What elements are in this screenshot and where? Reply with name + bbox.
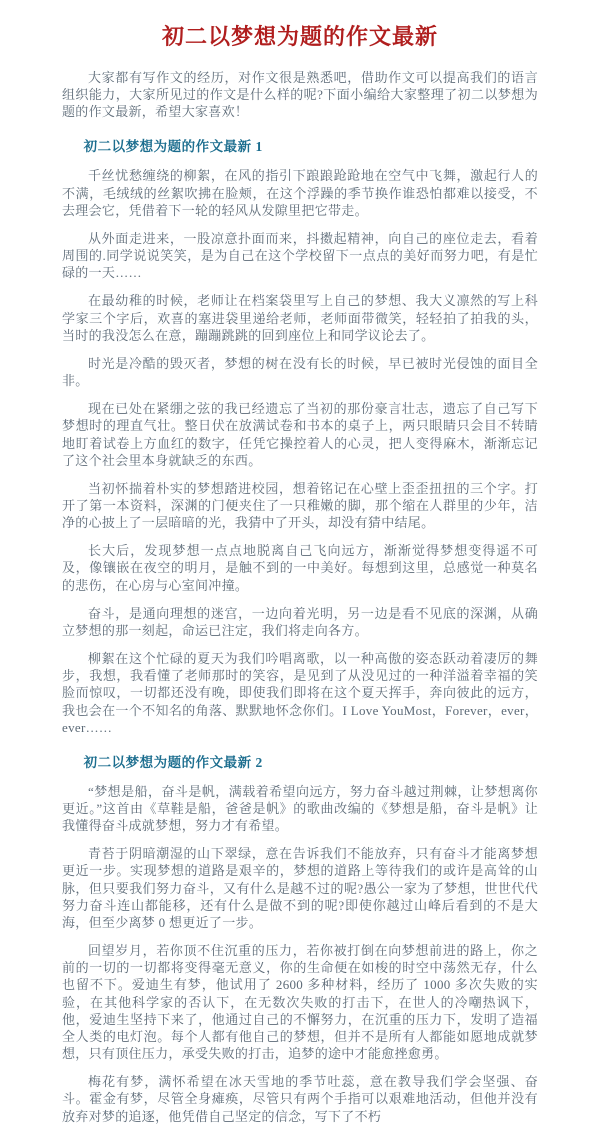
essay-paragraph: 在最幼稚的时候，老师让在档案袋里写上自己的梦想、我大义凛然的写上科学家三个字后，欢喜的塞进袋里递给老师，老师面带微笑，轻轻拍了拍我的头，当时的我没怎么在意，蹦蹦跳跳的回到座位上和同学议论去了。 <box>62 293 538 343</box>
page-title: 初二以梦想为题的作文最新 <box>161 24 438 49</box>
essay-paragraph: 从外面走进来，一股凉意扑面而来，抖擞起精神，向自己的座位走去，看着周围的.同学说说笑笑，是为自己在这个学校留下一点点的美好而努力吧，有是忙碌的一天…… <box>62 230 538 281</box>
section-heading: 初二以梦想为题的作文最新 1 <box>83 139 263 155</box>
essay-sections <box>62 135 538 1124</box>
essay-paragraph: 青苔于阴暗潮湿的山下翠绿，意在告诉我们不能放弃，只有奋斗才能离梦想更近一步。实现梦想的道路是艰辛的，梦想的道路上等待我们的或许是高耸的山脉，但只要我们努力奋斗，又有什么是越不过的呢?愚公一家为了梦想，世世代代努力奋斗连山都能移，还有什么是做不到的呢?即使你越过山峰后看到的不是大海，但至少离梦 0 想更近了一步。 <box>62 846 538 930</box>
essay-paragraph: “梦想是船，奋斗是帆，满载着希望向远方，努力奋斗越过荆棘，让梦想离你更近。”这首由《草鞋是船，爸爸是帆》的歌曲改编的《梦想是船，奋斗是帆》让我懂得奋斗成就梦想，努力才有希望。 <box>62 783 538 834</box>
essay-paragraph: 回望岁月，若你顶不住沉重的压力，若你被打倒在向梦想前进的路上，你之前的一切的一切都将变得毫无意义，你的生命便在如梭的时空中荡然无存，什么也留不下。爱迪生有梦，他试用了 2600 多种材料，经历了 1000 多次失败的实验，在其他科学家的否认下，在无数次失败的打击下，在世人的冷嘲热讽下，他，爱迪生坚持下来了，他通过自己的不懈努力，在沉重的压力下，发明了造福全人类的电灯泡。每个人都有他自己的梦想，但并不是所有人都能如愿地成就梦想，只有顶住压力，承受失败的打击，追梦的途中才能愈挫愈勇。 <box>62 943 538 1062</box>
essay-paragraph: 长大后，发现梦想一点点地脱离自己飞向远方，渐渐觉得梦想变得遥不可及，像镶嵌在夜空的明月，是触不到的一中美好。每想到这里，总感觉一种莫名的悲伤，在心房与心室间冲撞。 <box>62 543 538 593</box>
essay-paragraph: 奋斗，是通向理想的迷宫，一边向着光明，另一边是看不见底的深渊，从确立梦想的那一刻起，命运已注定，我们将走向各方。 <box>62 605 538 638</box>
intro-paragraph: 大家都有写作文的经历，对作文很是熟悉吧，借助作文可以提高我们的语言组织能力，大家所见过的作文是什么样的呢?下面小编给大家整理了初二以梦想为题的作文最新，希望大家喜欢！ <box>62 70 538 120</box>
essay-paragraph: 柳絮在这个忙碌的夏天为我们吟唱离歌，以一种高傲的姿态跃动着凄厉的舞步，我想，我看懂了老师那时的笑容，是见到了从没见过的一种洋溢着幸福的笑脸而惊叹，一切都还没有晚，即使我们即将在这个夏天挥手，奔向彼此的远方，我也会在一个不知名的角落、默默地怀念你们。I Love YouMost，Forever，ever，ever…… <box>62 651 538 735</box>
essay-paragraph: 时光是冷酷的毁灭者，梦想的树在没有长的时候，早已被时光侵蚀的面目全非。 <box>62 355 538 389</box>
essay-paragraph: 当初怀揣着朴实的梦想踏进校园，想着铭记在心壁上歪歪扭扭的三个字。打开了第一本资料，深渊的门便夹住了一只稚嫩的脚，那个缩在人群里的少年，洁净的心披上了一层暗暗的光，我猜中了开头，却没有猜中结尾。 <box>62 480 538 531</box>
essay-paragraph: 千丝忧愁缠绕的柳絮，在风的指引下踉踉跄跄地在空气中飞舞，激起行人的不满，毛绒绒的丝絮吹拂在脸颊，在这个浮躁的季节换作谁恐怕都难以接受，不去理会它，凭借着下一轮的轻风从发隙里把它带走。 <box>62 168 538 218</box>
section-heading: 初二以梦想为题的作文最新 2 <box>83 754 263 770</box>
essay-paragraph: 梅花有梦，满怀希望在冰天雪地的季节吐蕊，意在教导我们学会坚强、奋斗。霍金有梦，尽管全身瘫痪，尽管只有两个手指可以艰难地活动，但他并没有放弃对梦的追逐，他凭借自己坚定的信念，写下了不朽 <box>62 1074 538 1124</box>
essay-paragraph: 现在已处在紧绷之弦的我已经遗忘了当初的那份豪言壮志，遗忘了自己写下梦想时的理直气壮。整日伏在放满试卷和书本的桌子上，两只眼睛只会目不转睛地盯着试卷上方血红的数字，任凭它操控着人的心灵，把人变得麻木，渐渐忘记了这个社会里本身就缺乏的东西。 <box>62 401 538 468</box>
